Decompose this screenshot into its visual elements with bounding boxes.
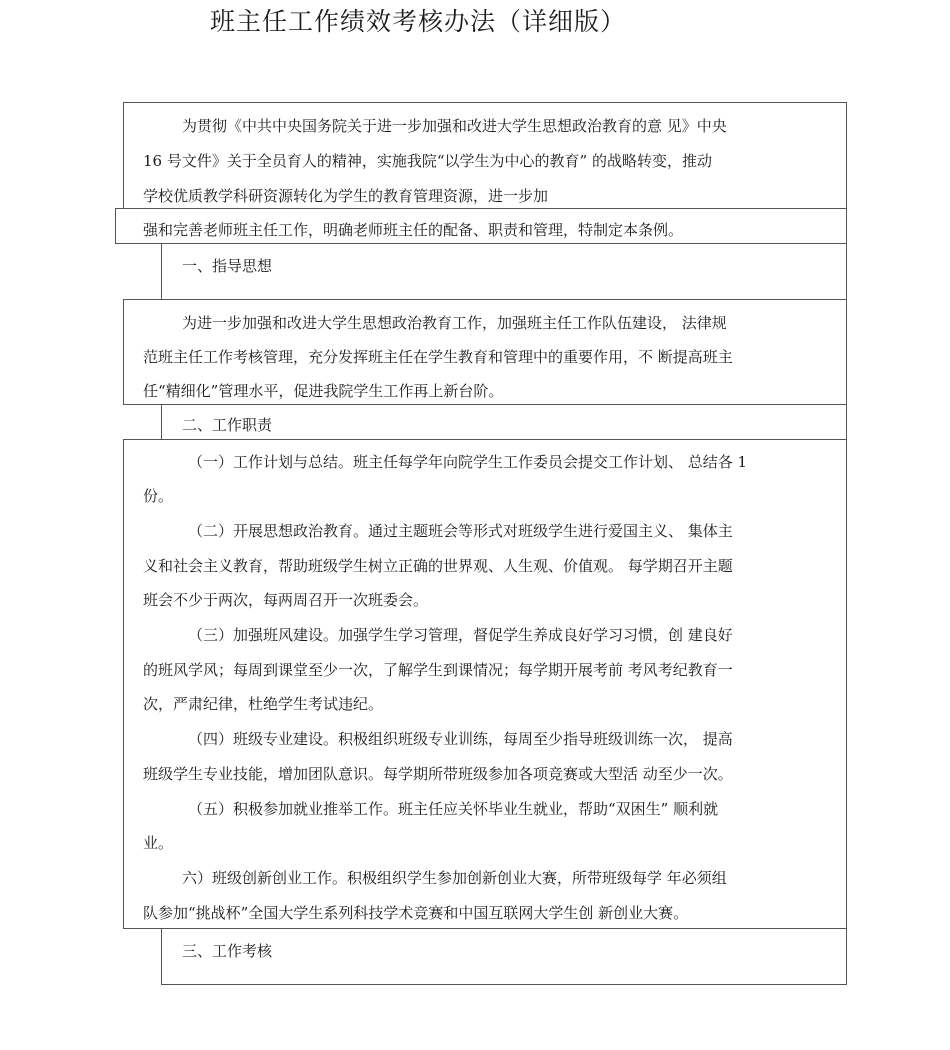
intro-line: 学校优质教学科研资源转化为学生的教育管理资源，进一步加 xyxy=(143,187,549,205)
section2-line: （三）加强班风建设。加强学生学习管理，督促学生养成良好学习习惯，创 建良好 xyxy=(188,626,733,644)
section2-line: 班级学生专业技能，增加团队意识。每学期所带班级参加各项竞赛或大型活 动至少一次。 xyxy=(143,765,733,783)
section-heading: 三、工作考核 xyxy=(182,942,273,960)
section-heading: 一、指导思想 xyxy=(182,257,273,275)
section2-line: 队参加“挑战杯”全国大学生系列科技学术竞赛和中国互联网大学生创 新创业大赛。 xyxy=(143,904,689,922)
section2-line: 六）班级创新创业工作。积极组织学生参加创新创业大赛，所带班级每学 年必须组 xyxy=(182,869,727,887)
section2-line: （二）开展思想政治教育。通过主题班会等形式对班级学生进行爱国主义、 集体主 xyxy=(188,522,733,540)
section2-body-box xyxy=(123,439,847,929)
intro-line: 为贯彻《中共中央国务院关于进一步加强和改进大学生思想政治教育的意 见》中央 xyxy=(182,117,727,135)
section2-line: （五）积极参加就业推举工作。班主任应关怀毕业生就业，帮助“双困生” 顺利就 xyxy=(188,800,719,818)
section2-line: 义和社会主义教育，帮助班级学生树立正确的世界观、人生观、价值观。 每学期召开主题 xyxy=(143,557,733,575)
section1-line: 范班主任工作考核管理，充分发挥班主任在学生教育和管理中的重要作用，不 断提高班主 xyxy=(143,348,733,366)
section2-line: 的班风学风；每周到课堂至少一次，了解学生到课情况；每学期开展考前 考风考纪教育一 xyxy=(143,661,733,679)
section1-line: 任“精细化”管理水平，促进我院学生工作再上新台阶。 xyxy=(143,382,504,400)
section2-line: 次，严肃纪律，杜绝学生考试违纪。 xyxy=(143,695,384,713)
document-title: 班主任工作绩效考核办法（详细版） xyxy=(210,7,627,36)
section1-line: 为进一步加强和改进大学生思想政治教育工作，加强班主任工作队伍建设， 法律规 xyxy=(182,314,727,332)
section2-line: （一）工作计划与总结。班主任每学年向院学生工作委员会提交工作计划、 总结各 1 xyxy=(188,453,748,471)
section2-line: 份。 xyxy=(143,487,174,505)
intro-line: 强和完善老师班主任工作，明确老师班主任的配备、职责和管理，特制定本条例。 xyxy=(143,221,684,239)
section2-line: 班会不少于两次，每两周召开一次班委会。 xyxy=(143,591,429,609)
section2-line: （四）班级专业建设。积极组织班级专业训练，每周至少指导班级训练一次， 提高 xyxy=(188,730,733,748)
intro-line: 16 号文件》关于全员育人的精神，实施我院“以学生为中心的教育” 的战略转变，推动 xyxy=(143,152,712,170)
section2-line: 业。 xyxy=(143,834,174,852)
section-heading: 二、工作职责 xyxy=(182,416,273,434)
